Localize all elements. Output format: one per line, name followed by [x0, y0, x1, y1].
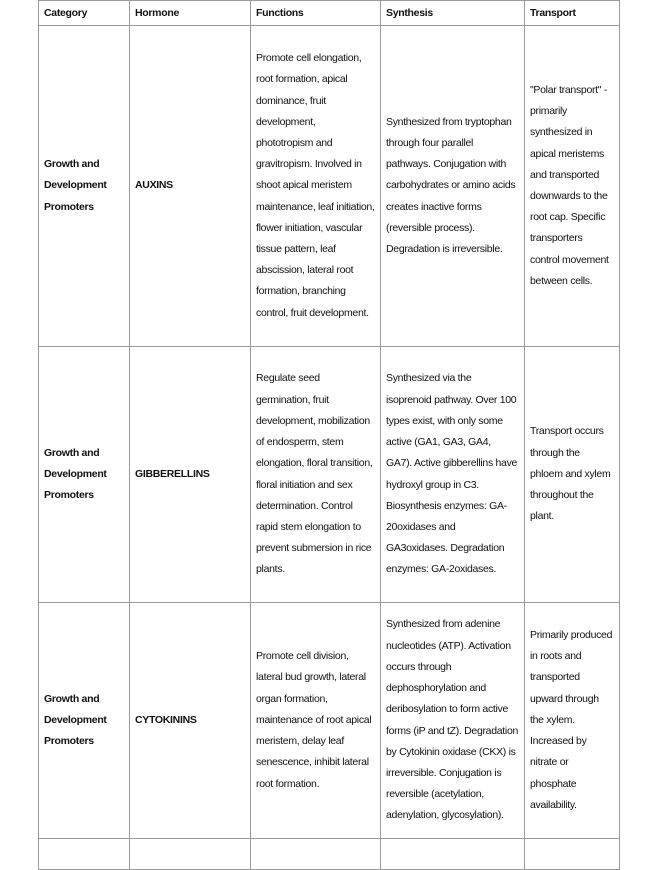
category-cell: Growth and Development Promoters	[39, 603, 130, 839]
transport-cell: "Polar transport" - primarily synthesized in apical meristems and transported downwards to the root cap. Specific transporters control movement between cells.	[525, 26, 620, 347]
header-synthesis: Synthesis	[381, 1, 525, 26]
empty-cell	[525, 839, 620, 870]
empty-cell	[251, 839, 381, 870]
header-row	[39, 1, 620, 26]
header-functions: Functions	[251, 1, 381, 26]
header-hormone: Hormone	[130, 1, 251, 26]
table-row-partial	[39, 839, 620, 870]
table-row	[39, 603, 620, 839]
header-category: Category	[39, 1, 130, 26]
empty-cell	[381, 839, 525, 870]
hormone-cell: CYTOKININS	[130, 603, 251, 839]
hormone-table	[38, 0, 620, 870]
category-cell: Growth and Development Promoters	[39, 347, 130, 603]
hormone-cell: GIBBERELLINS	[130, 347, 251, 603]
table-row	[39, 26, 620, 347]
synthesis-cell: Synthesized via the isoprenoid pathway. Over 100 types exist, with only some active (GA1, GA3, GA4, GA7). Active gibberellins have hydroxyl group in C3. Biosynthesis enzymes: GA-20oxidases and GA3oxidases. Degradation enzymes: GA-2oxidases.	[381, 347, 525, 603]
transport-cell: Transport occurs through the phloem and xylem throughout the plant.	[525, 347, 620, 603]
functions-cell: Promote cell elongation, root formation, apical dominance, fruit development, phototropism and gravitropism. Involved in shoot apical meristem maintenance, leaf initiation, flower initiation, vascular tissue pattern, leaf abscission, lateral root formation, branching control, fruit development.	[251, 26, 381, 347]
header-transport: Transport	[525, 1, 620, 26]
category-cell: Growth and Development Promoters	[39, 26, 130, 347]
empty-cell	[130, 839, 251, 870]
hormone-cell: AUXINS	[130, 26, 251, 347]
functions-cell: Regulate seed germination, fruit development, mobilization of endosperm, stem elongation, floral transition, floral initiation and sex determination. Control rapid stem elongation to prevent submersion in rice plants.	[251, 347, 381, 603]
empty-cell	[39, 839, 130, 870]
transport-cell: Primarily produced in roots and transported upward through the xylem. Increased by nitrate or phosphate availability.	[525, 603, 620, 839]
functions-cell: Promote cell division, lateral bud growth, lateral organ formation, maintenance of root apical meristem, delay leaf senescence, inhibit lateral root formation.	[251, 603, 381, 839]
table-row	[39, 347, 620, 603]
synthesis-cell: Synthesized from adenine nucleotides (ATP). Activation occurs through dephosphorylation and deribosylation to form active forms (iP and tZ). Degradation by Cytokinin oxidase (CKX) is irreversible. Conjugation is reversible (acetylation, adenylation, glycosylation).	[381, 603, 525, 839]
synthesis-cell: Synthesized from tryptophan through four parallel pathways. Conjugation with carbohydrates or amino acids creates inactive forms (reversible process). Degradation is irreversible.	[381, 26, 525, 347]
